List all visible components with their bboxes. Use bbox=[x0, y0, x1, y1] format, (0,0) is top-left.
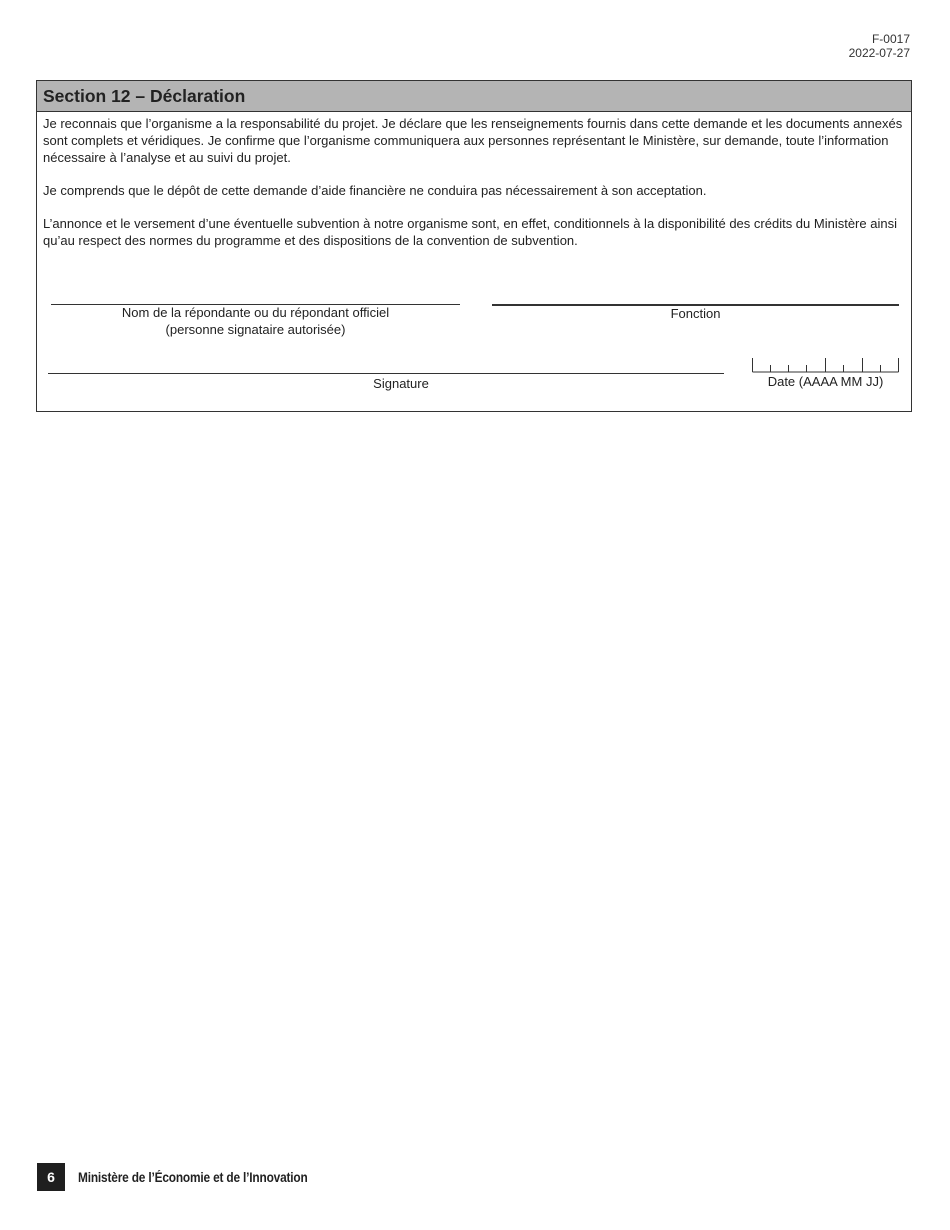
section-title: Section 12 – Déclaration bbox=[37, 81, 911, 112]
date-field[interactable] bbox=[752, 358, 899, 372]
form-code: F-0017 bbox=[871, 32, 910, 46]
declaration-section bbox=[36, 80, 912, 412]
declaration-paragraph-1: Je reconnais que l’organisme a la responsabilité du projet. Je déclare que les renseignements fournis dans cette demande et les documents annexés sont complets et véridiques. Je confirme que l’organisme communiquera aux personnes représentant le Ministère, sur demande, toute l’information nécessaire à l’analyse et au suivi du projet. bbox=[43, 116, 903, 165]
name-label-line1: Nom de la répondante ou du répondant officiel bbox=[121, 305, 390, 320]
signature-field-label: Signature bbox=[373, 376, 429, 391]
function-field-label: Fonction bbox=[670, 306, 721, 321]
name-label-line2: (personne signataire autorisée) bbox=[165, 321, 346, 337]
signature-field-line[interactable] bbox=[48, 373, 724, 374]
name-field-label bbox=[51, 305, 460, 338]
page-number: 6 bbox=[37, 1163, 65, 1191]
page-footer bbox=[37, 1163, 339, 1191]
declaration-paragraph-3: L’annonce et le versement d’une éventuelle subvention à notre organisme sont, en effet, conditionnels à la disponibilité des crédits du Ministère ainsi qu’au respect des normes du programme et des dispositions de la convention de subvention. bbox=[43, 216, 897, 248]
form-code-block bbox=[849, 32, 910, 60]
date-field-label: Date (AAAA MM JJ) bbox=[767, 374, 884, 389]
declaration-paragraph-2: Je comprends que le dépôt de cette demande d’aide financière ne conduira pas nécessairement à son acceptation. bbox=[43, 183, 707, 198]
date-tick-marks bbox=[752, 358, 899, 373]
ministry-name: Ministère de l’Économie et de l’Innovation bbox=[78, 1169, 308, 1185]
form-date: 2022-07-27 bbox=[848, 46, 910, 60]
